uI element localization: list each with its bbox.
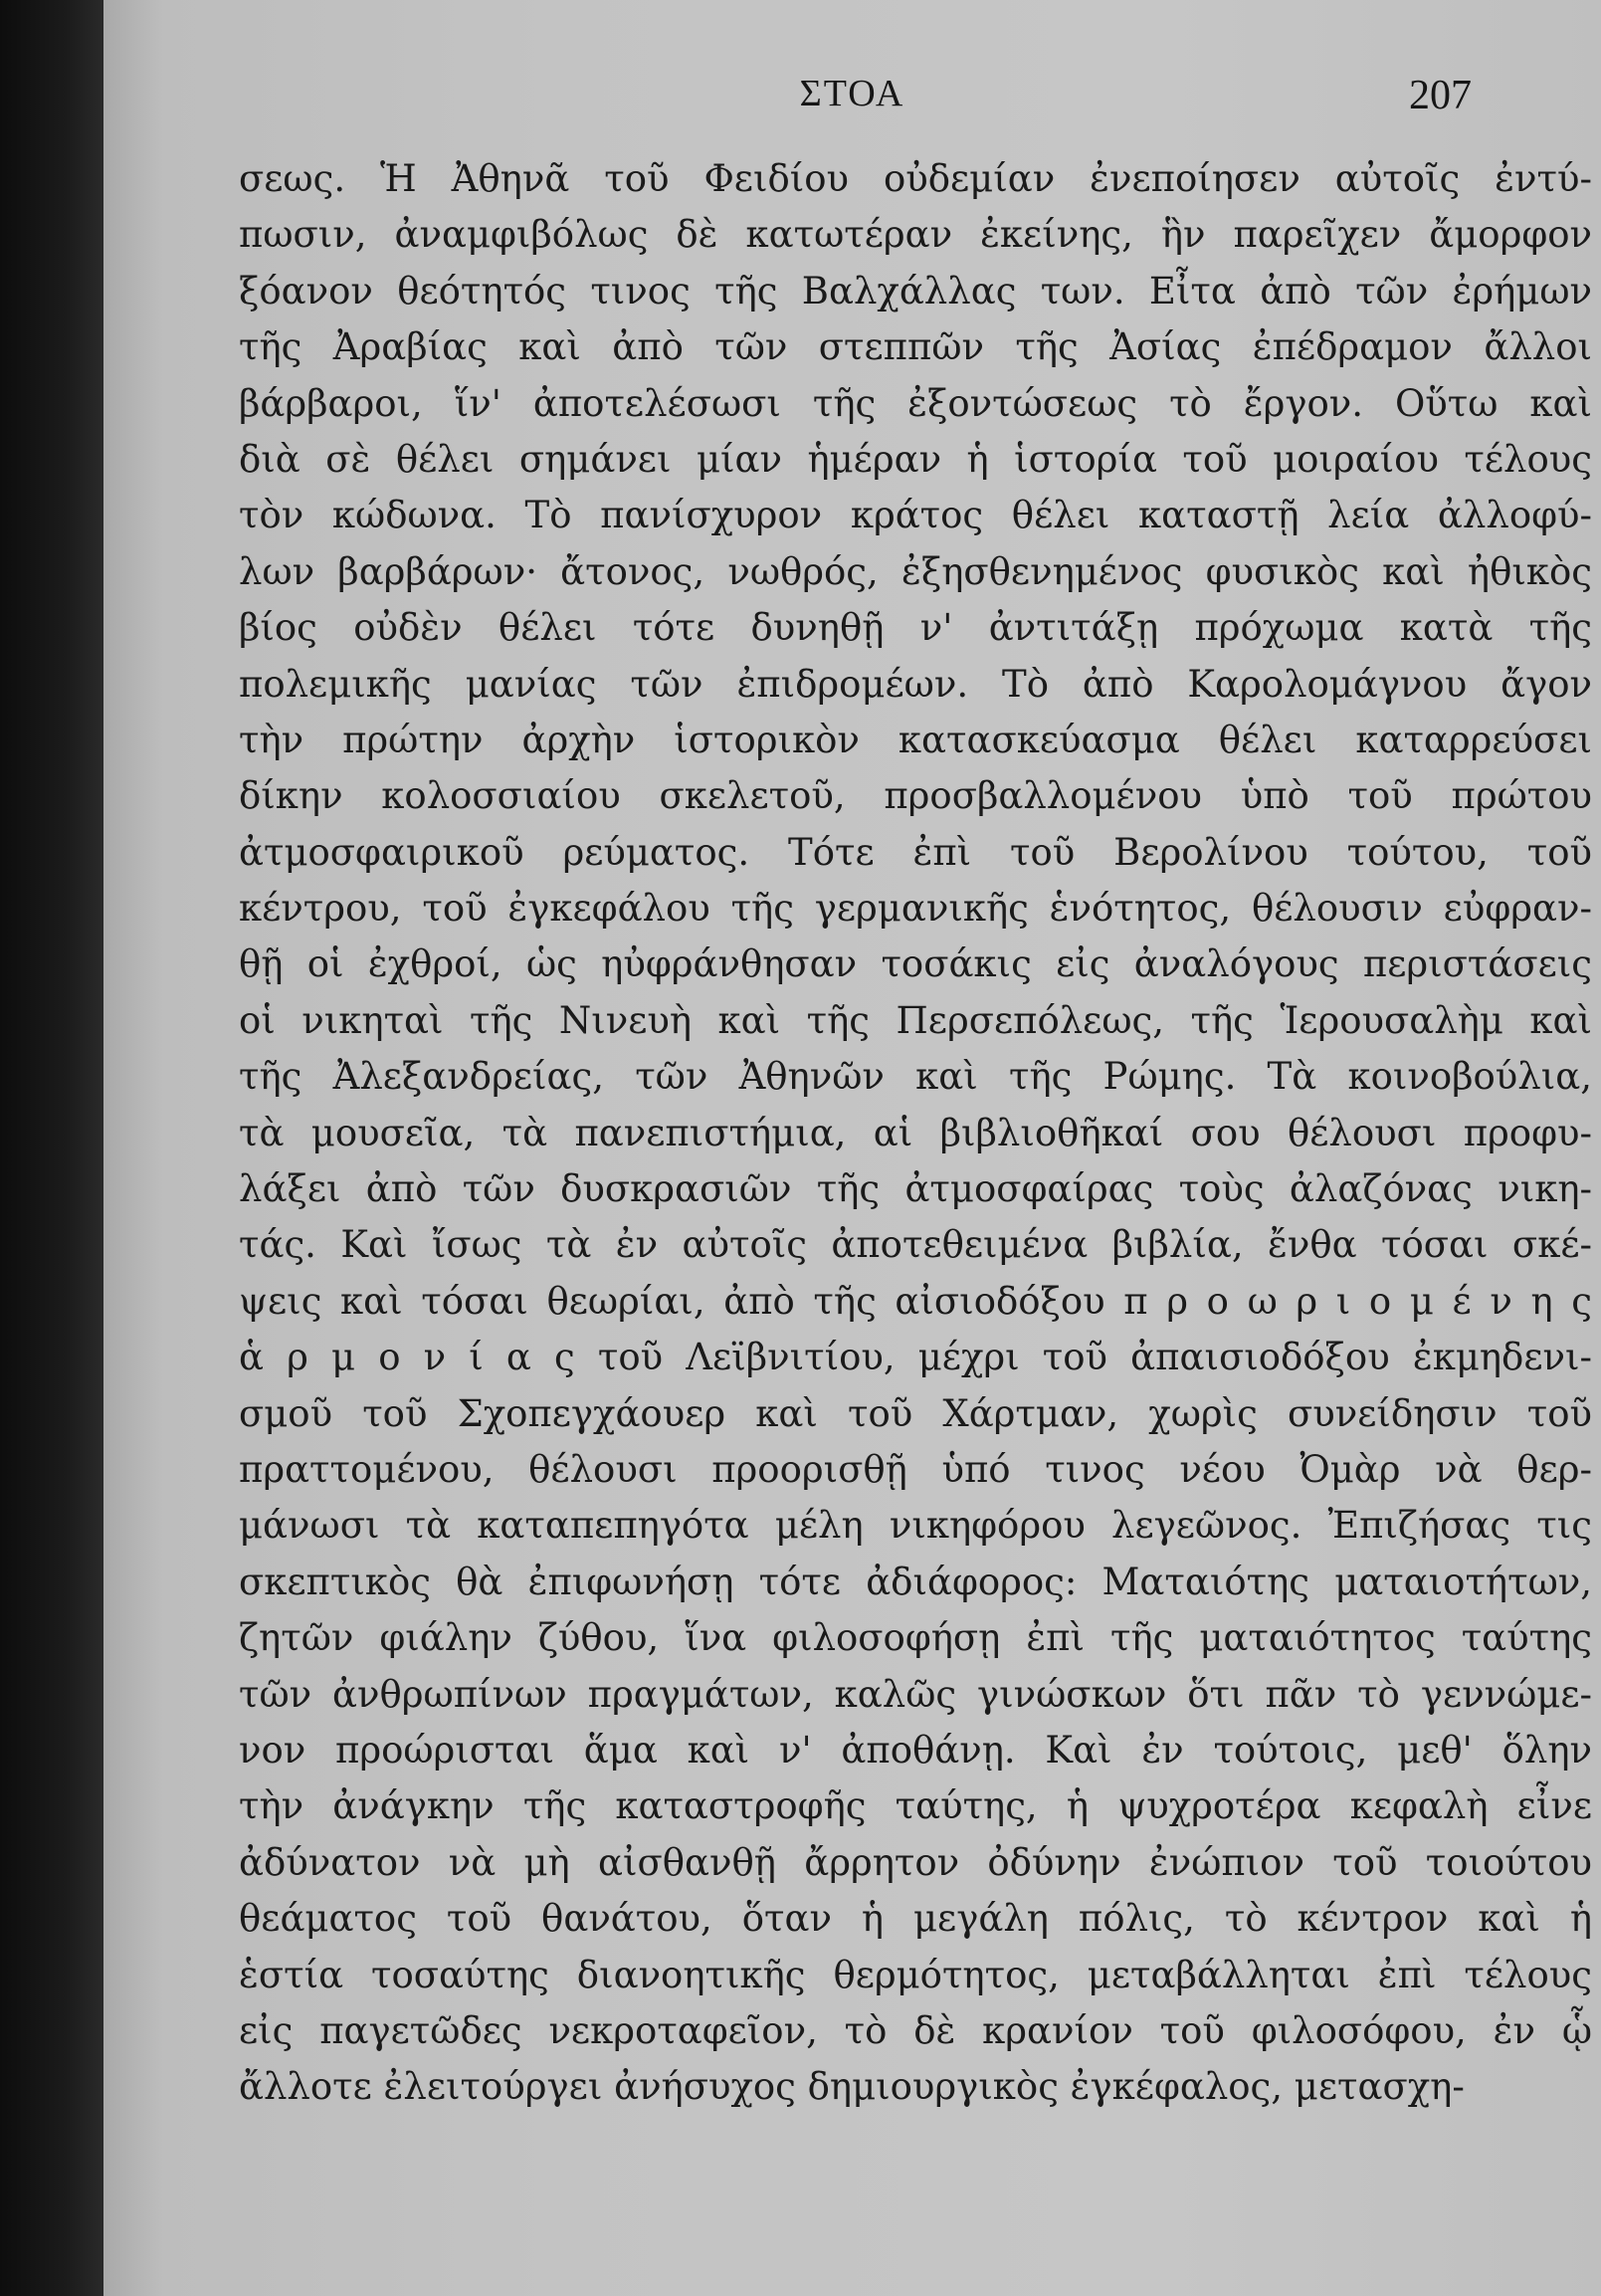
running-title: ΣΤΟΑ	[799, 73, 905, 114]
text-line: μάνωσι τὰ καταπεπηγότα μέλη νικηφόρου λεγεῶνος. Ἐπιζήσας τις	[239, 1504, 1592, 1548]
text-line: οἱ νικηταὶ τῆς Νινευὴ καὶ τῆς Περσεπόλεως, τῆς Ἱερουσαλὴμ καὶ	[239, 998, 1592, 1042]
text-line: εἰς παγετῶδες νεκροταφεῖον, τὸ δὲ κρανίον τοῦ φιλοσόφου, ἐν ᾧ	[239, 2008, 1592, 2052]
text-line: ξόανον θεότητός τινος τῆς Βαλχάλλας των. Εἶτα ἀπὸ τῶν ἐρήμων	[239, 269, 1592, 313]
text-line: πωσιν, ἀναμφιβόλως δὲ κατωτέραν ἐκείνης, ἣν παρεῖχεν ἄμορφον	[239, 213, 1592, 257]
page-header	[103, 72, 1601, 131]
text-line: βάρβαροι, ἵν' ἀποτελέσωσι τῆς ἐξοντώσεως τὸ ἔργον. Οὕτω καὶ	[239, 381, 1592, 425]
text-line: τὸν κώδωνα. Τὸ πανίσχυρον κράτος θέλει καταστῇ λεία ἀλλοφύ-	[239, 494, 1592, 537]
text-line: τῆς Ἀλεξανδρείας, τῶν Ἀθηνῶν καὶ τῆς Ρώμης. Τὰ κοινοβούλια,	[239, 1055, 1592, 1099]
text-line: ἁ ρ μ ο ν ί α ς τοῦ Λεϊβνιτίου, μέχρι τοῦ ἀπαισιοδόξου ἐκμηδενι-	[239, 1336, 1592, 1379]
text-line: διὰ σὲ θέλει σημάνει μίαν ἡμέραν ἡ ἱστορία τοῦ μοιραίου τέλους	[239, 437, 1592, 481]
text-line: πολεμικῆς μανίας τῶν ἐπιδρομέων. Τὸ ἀπὸ Καρολομάγνου ἄγον	[239, 662, 1592, 706]
text-line: νον προώρισται ἅμα καὶ ν' ἀποθάνῃ. Καὶ ἐν τούτοις, μεθ' ὅλην	[239, 1728, 1592, 1772]
text-line: ἑστία τοσαύτης διανοητικῆς θερμότητος, μεταβάλληται ἐπὶ τέλους	[239, 1953, 1592, 1996]
text-line: ἀτμοσφαιρικοῦ ρεύματος. Τότε ἐπὶ τοῦ Βερολίνου τούτου, τοῦ	[239, 830, 1592, 874]
text-line: σεως. Ἡ Ἀθηνᾶ τοῦ Φειδίου οὐδεμίαν ἐνεποίησεν αὐτοῖς ἐντύ-	[239, 157, 1592, 200]
text-line: κέντρου, τοῦ ἐγκεφάλου τῆς γερμανικῆς ἑνότητος, θέλουσιν εὐφραν-	[239, 887, 1592, 931]
text-line: τῆς Ἀραβίας καὶ ἀπὸ τῶν στεππῶν τῆς Ἀσίας ἐπέδραμον ἄλλοι	[239, 325, 1592, 369]
text-line: βίος οὐδὲν θέλει τότε δυνηθῇ ν' ἀντιτάξῃ πρόχωμα κατὰ τῆς	[239, 606, 1592, 650]
text-line: ζητῶν φιάλην ζύθου, ἵνα φιλοσοφήσῃ ἐπὶ τῆς ματαιότητος ταύτης	[239, 1616, 1592, 1660]
text-line: δίκην κολοσσιαίου σκελετοῦ, προσβαλλομένου ὑπὸ τοῦ πρώτου	[239, 774, 1592, 818]
text-line: θῇ οἱ ἐχθροί, ὡς ηὐφράνθησαν τοσάκις εἰς ἀναλόγους περιστάσεις	[239, 942, 1592, 986]
text-line: λων βαρβάρων· ἄτονος, νωθρός, ἐξησθενημένος φυσικὸς καὶ ἠθικὸς	[239, 549, 1592, 593]
text-line: ἄλλοτε ἐλειτούργει ἀνήσυχος δημιουργικὸς ἐγκέφαλος, μετασχη-	[239, 2065, 1465, 2109]
text-line: λάξει ἀπὸ τῶν δυσκρασιῶν τῆς ἀτμοσφαίρας τοὺς ἀλαζόνας νικη-	[239, 1167, 1592, 1211]
text-line: πραττομένου, θέλουσι προορισθῇ ὑπό τινος νέου Ὀμὰρ νὰ θερ-	[239, 1447, 1592, 1491]
book-binding-shadow	[0, 0, 119, 2296]
text-line: τὴν ἀνάγκην τῆς καταστροφῆς ταύτης, ἡ ψυχροτέρα κεφαλὴ εἶνε	[239, 1784, 1592, 1828]
text-line: σκεπτικὸς θὰ ἐπιφωνήσῃ τότε ἀδιάφορος: Ματαιότης ματαιοτήτων,	[239, 1560, 1592, 1603]
text-line: ψεις καὶ τόσαι θεωρίαι, ἀπὸ τῆς αἰσιοδόξου π ρ ο ω ρ ι ο μ έ ν η ς	[239, 1279, 1592, 1323]
body-text	[239, 151, 1592, 2116]
text-line: θεάματος τοῦ θανάτου, ὅταν ἡ μεγάλη πόλις, τὸ κέντρον καὶ ἡ	[239, 1897, 1592, 1941]
text-line: σμοῦ τοῦ Σχοπεγχάουερ καὶ τοῦ Χάρτμαν, χωρὶς συνείδησιν τοῦ	[239, 1391, 1592, 1435]
text-line: τὴν πρώτην ἀρχὴν ἱστορικὸν κατασκεύασμα θέλει καταρρεύσει	[239, 718, 1592, 761]
text-line: ἀδύνατον νὰ μὴ αἰσθανθῇ ἄρρητον ὀδύνην ἐνώπιον τοῦ τοιούτου	[239, 1840, 1592, 1884]
text-line: τὰ μουσεῖα, τὰ πανεπιστήμια, αἱ βιβλιοθῆκαί σου θέλουσι προφυ-	[239, 1111, 1592, 1154]
text-line: τάς. Καὶ ἴσως τὰ ἐν αὐτοῖς ἀποτεθειμένα βιβλία, ἔνθα τόσαι σκέ-	[239, 1223, 1592, 1267]
book-page	[103, 0, 1601, 2296]
page-number: 207	[1409, 73, 1472, 118]
text-line: τῶν ἀνθρωπίνων πραγμάτων, καλῶς γινώσκων ὅτι πᾶν τὸ γεννώμε-	[239, 1672, 1592, 1716]
